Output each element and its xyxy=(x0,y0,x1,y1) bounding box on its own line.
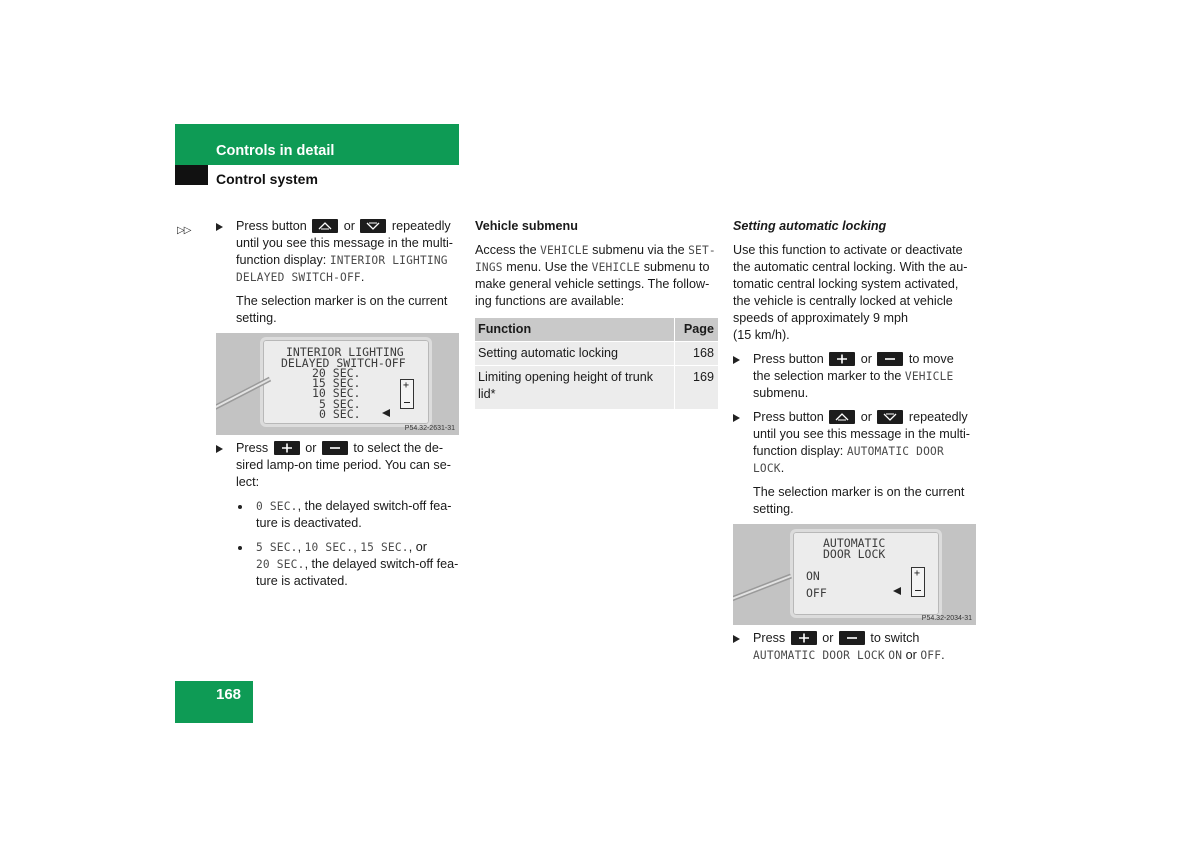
step-arrow-icon xyxy=(216,445,223,453)
column-2 xyxy=(475,218,720,410)
display-text: DELAYED SWITCH-OFF xyxy=(236,271,361,284)
column-3 xyxy=(733,218,978,664)
section-subtitle: Control system xyxy=(216,171,318,187)
lcd-line: INTERIOR LIGHTING xyxy=(286,345,404,359)
down-button-icon xyxy=(360,219,386,233)
paragraph: Use this function to activate or deactivate the automatic central locking. With the au- tomatic central locking system activated, the vehicle is centrally locked at vehicle speeds of approximately 9 mph (15 km/h). xyxy=(733,243,968,342)
selection-marker-icon xyxy=(893,587,901,595)
step-arrow-icon xyxy=(216,223,223,231)
lcd-line: 15 SEC. xyxy=(312,376,361,390)
instruction-step: ▷▷ Press button or repeatedly until you see this message in the multi- function display: INTERIOR LIGHTING DELAYED SWITCH-OFF. xyxy=(177,219,453,284)
lcd-line: DOOR LOCK xyxy=(823,547,886,561)
table-row xyxy=(475,342,718,366)
list-item: 0 SEC., the delayed switch-off fea- ture is deactivated. xyxy=(216,498,461,532)
minus-button-icon xyxy=(839,631,865,645)
display-illustration xyxy=(216,333,459,435)
lcd-line: AUTOMATIC xyxy=(823,536,886,550)
battery-icon: + xyxy=(911,567,925,597)
table-cell: Setting automatic locking xyxy=(475,342,675,366)
lcd-line: OFF xyxy=(806,586,827,600)
section-title: Controls in detail xyxy=(216,143,335,159)
table-cell: 169 xyxy=(675,366,719,410)
plus-button-icon xyxy=(274,441,300,455)
bullet-icon xyxy=(238,546,242,550)
lcd-line: DELAYED SWITCH-OFF xyxy=(281,356,406,370)
minus-button-icon xyxy=(877,352,903,366)
note: The selection marker is on the current setting. xyxy=(236,294,448,325)
page-number: 168 xyxy=(216,686,242,703)
note: The selection marker is on the current setting. xyxy=(753,485,965,516)
plus-button-icon xyxy=(829,352,855,366)
lcd-line: 20 SEC. xyxy=(312,366,361,380)
selection-marker-icon xyxy=(382,409,390,417)
table-cell: 168 xyxy=(675,342,719,366)
figure-code: P54.32-2034-31 xyxy=(921,615,972,622)
subsection-heading: Setting automatic locking xyxy=(733,219,887,233)
functions-table xyxy=(475,318,718,410)
column-header: Function xyxy=(475,318,675,342)
up-button-icon xyxy=(312,219,338,233)
page-number-box xyxy=(175,681,253,723)
step-arrow-icon xyxy=(733,635,740,643)
up-button-icon xyxy=(829,410,855,424)
table-header-row xyxy=(475,318,718,342)
table-row xyxy=(475,366,718,410)
column-header: Page xyxy=(675,318,719,342)
plus-button-icon xyxy=(791,631,817,645)
bullet-icon xyxy=(238,505,242,509)
lcd-line: 0 SEC. xyxy=(319,407,361,421)
instruction-step: Press button or repeatedly until you see this message in the multi- function display: AUTOMATIC DOOR LOCK. xyxy=(733,409,978,477)
step-arrow-icon xyxy=(733,356,740,364)
battery-icon: + xyxy=(400,379,414,409)
pointer-stylus-icon xyxy=(733,568,797,608)
list-item: 5 SEC., 10 SEC., 15 SEC., or 20 SEC., the delayed switch-off fea- ture is activated. xyxy=(216,539,461,590)
step-arrow-icon xyxy=(733,414,740,422)
table-cell: Limiting opening height of trunk lid* xyxy=(475,366,675,410)
continued-icon: ▷▷ xyxy=(177,225,191,236)
header-marker xyxy=(175,165,208,185)
minus-button-icon xyxy=(322,441,348,455)
instruction-step: Press or to select the de- sired lamp-on time period. You can se- lect: xyxy=(216,440,461,491)
display-text: INTERIOR LIGHTING xyxy=(329,254,448,267)
lcd-line: ON xyxy=(806,569,820,583)
subsection-heading: Vehicle submenu xyxy=(475,219,578,233)
lcd-line: 5 SEC. xyxy=(319,397,361,411)
display-illustration xyxy=(733,524,976,625)
paragraph: Access the VEHICLE submenu via the SET- INGS menu. Use the VEHICLE submenu to make general vehicle settings. The follow- ing functions are available: xyxy=(475,243,716,308)
down-button-icon xyxy=(877,410,903,424)
instruction-step: Press or to switch AUTOMATIC DOOR LOCK ON or OFF. xyxy=(733,630,978,664)
pointer-stylus-icon xyxy=(216,373,276,413)
instruction-step: Press button or to move the selection marker to the VEHICLE submenu. xyxy=(733,351,978,402)
lcd-line: 10 SEC. xyxy=(312,386,361,400)
column-1 xyxy=(177,218,461,590)
figure-code: P54.32-2631-31 xyxy=(404,425,455,432)
